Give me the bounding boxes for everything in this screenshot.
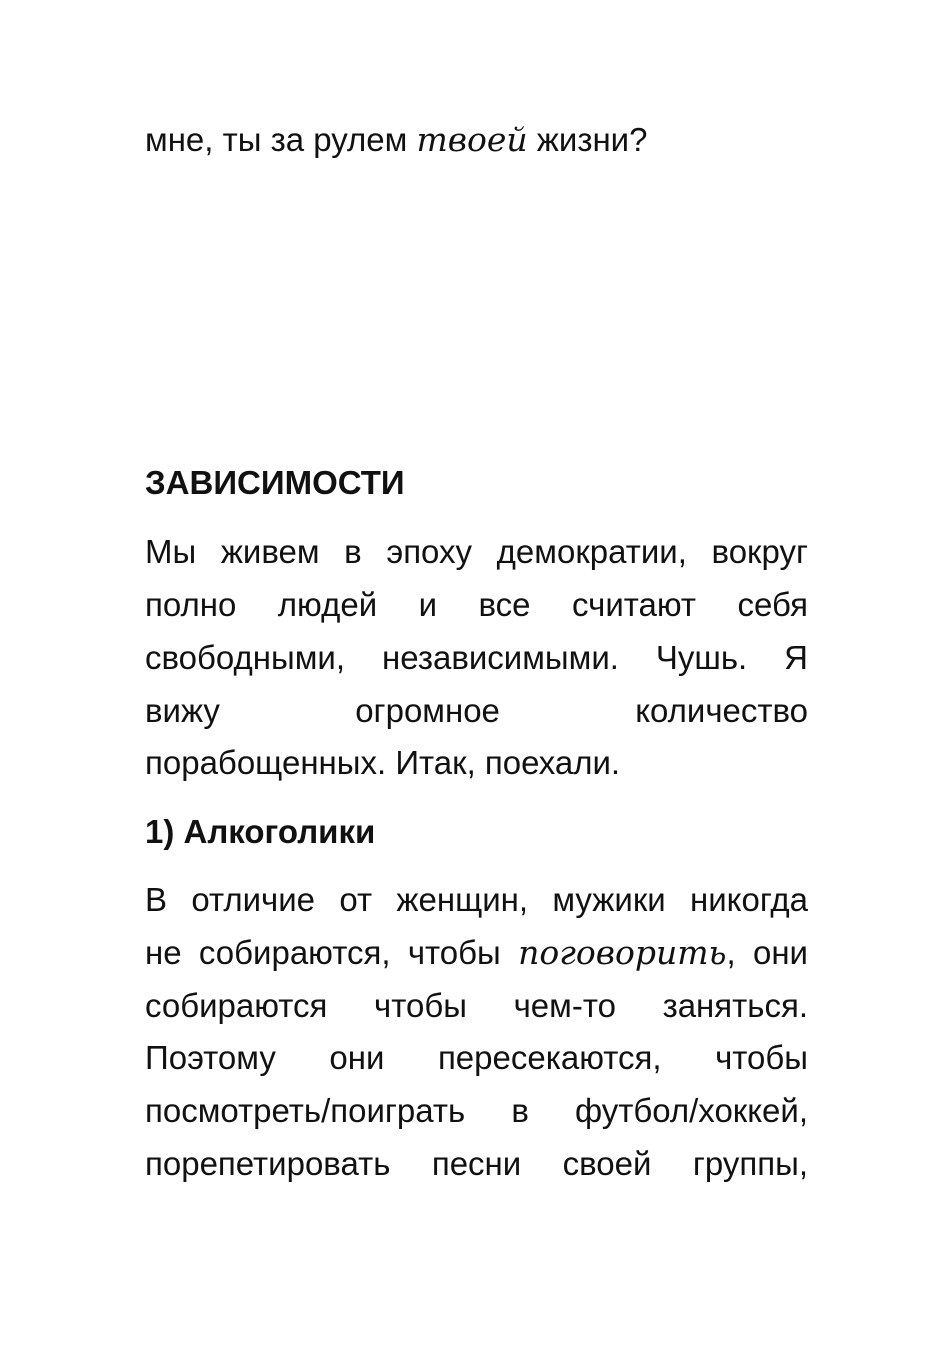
intro-line: полно людей и все считают себя (145, 586, 808, 623)
intro-line: вижу огромное количество (145, 692, 808, 729)
body-line2-before: не собираются, чтобы (145, 934, 519, 971)
intro-line: свободными, независимыми. Чушь. Я (145, 639, 808, 676)
body-line: порепетировать песни своей группы, (145, 1145, 808, 1182)
body-line: собираются чтобы чем-то заняться. (145, 987, 808, 1024)
body-line2-after: , они (726, 934, 808, 971)
opening-text-before: мне, ты за рулем (145, 121, 417, 158)
body-line: В отличие от женщин, мужики никогда (145, 881, 808, 918)
section-title: ЗАВИСИМОСТИ (145, 464, 405, 501)
body-line (145, 926, 808, 979)
opening-text-after: жизни? (527, 121, 648, 158)
intro-line: Мы живем в эпоху демократии, вокруг (145, 533, 808, 570)
opening-line (145, 113, 808, 166)
opening-italic-word: твоей (416, 120, 528, 159)
subheading: 1) Алкоголики (145, 813, 376, 850)
body-line: посмотреть/поиграть в футбол/хоккей, (145, 1092, 808, 1129)
body-line: Поэтому они пересекаются, чтобы (145, 1039, 808, 1076)
intro-line: порабощенных. Итак, поехали. (145, 744, 621, 781)
body-italic-word: поговорить (518, 933, 727, 972)
